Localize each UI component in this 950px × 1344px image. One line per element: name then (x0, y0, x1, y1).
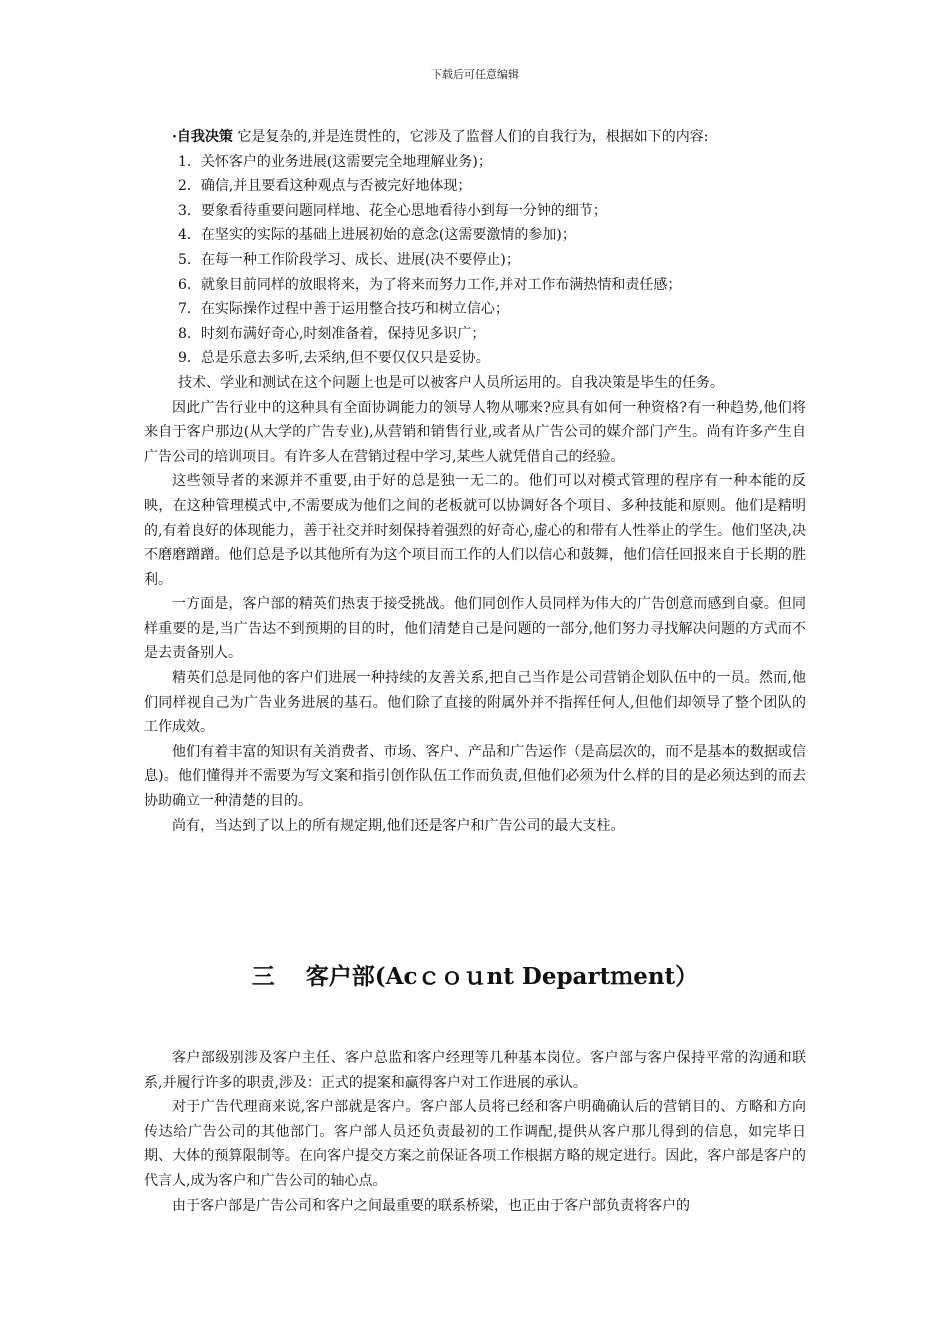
section-paragraph: 由于客户部是广告公司和客户之间最重要的联系桥梁，也正由于客户部负责将客户的 (172, 1197, 690, 1214)
list-item: 9．总是乐意去多听,去采纳,但不要仅仅只是妥协。 (178, 350, 490, 367)
body-paragraph: 因此广告行业中的这种具有全面协调能力的领导人物从哪来?应具有如何一种资格?有一种趋势,他们将来自于客户那边(从大学的广告专业),从营销和销售行业,或者从广告公司的媒介部门产生。尚有许多产生自广告公司的培训项目。有许多人在营销过程中学习,某些人就凭借自己的经验。 (144, 399, 806, 465)
body-paragraph: 精英们总是同他的客户们进展一种持续的友善关系,把自己当作是公司营销企划队伍中的一员。然而,他们同样视自己为广告业务进展的基石。他们除了直接的附属外并不指挥任何人,但他们却领导了整个团队的工作成效。 (144, 670, 806, 736)
intro-text: 它是复杂的,并是连贯性的，它涉及了监督人们的自我行为，根据如下的内容: (232, 129, 709, 145)
section-paragraph: 客户部级别涉及客户主任、客户总监和客户经理等几种基本岗位。客户部与客户保持平常的沟通和联系,并履行许多的职责,涉及：正式的提案和赢得客户对工作进展的承认。 (144, 1050, 806, 1091)
after-list-paragraph: 技术、学业和测试在这个问题上也是可以被客户人员所运用的。自我决策是毕生的任务。 (178, 374, 724, 391)
intro-term: ·自我决策 (172, 129, 233, 145)
body-paragraph: 他们有着丰富的知识有关消费者、市场、客户、产品和广告运作（是高层次的，而不是基本的数据或信息)。他们懂得并不需要为写文案和指引创作队伍工作而负责,但他们必须为什么样的目的是必须达到的而去协助确立一种清楚的目的。 (144, 743, 806, 810)
section-paragraph: 对于广告代理商来说,客户部就是客户。客户部人员将已经和客户明确确认后的营销目的、方略和方向传达给广告公司的其他部门。客户部人员还负责最初的工作调配,提供从客户那儿得到的信息，如完毕日期、大体的预算限制等。在向客户提交方案之前保证各项工作根据方略的规定进行。因此，客户部是客户的代言人,成为客户和广告公司的轴心点。 (144, 1099, 806, 1189)
page-header: 下载后可任意编辑 (431, 68, 519, 81)
body-paragraph: 尚有，当达到了以上的所有规定期,他们还是客户和广告公司的最大支柱。 (172, 817, 625, 834)
list-item: 1．关怀客户的业务进展(这需要完全地理解业务)； (178, 153, 492, 170)
list-item: 8．时刻布满好奇心,时刻准备着，保持见多识广； (178, 325, 486, 342)
document-body (144, 125, 806, 838)
list-item: 2．确信,并且要看这种观点与否被完好地体现； (178, 178, 472, 195)
list-item: 5．在每一种工作阶段学习、成长、进展(决不要停止)； (178, 251, 520, 268)
list-item: 4．在坚实的实际的基础上进展初始的意念(这需要激情的参加)； (178, 227, 576, 244)
list-item: 3．要象看待重要问题同样地、花全心思地看待小到每一分钟的细节； (178, 202, 607, 219)
numbered-list (144, 150, 806, 371)
list-item: 7．在实际操作过程中善于运用整合技巧和树立信心； (178, 301, 509, 318)
section-heading: 三 客户部(Acｃｏｕnt Departｍent） (251, 963, 699, 990)
intro-paragraph (144, 125, 806, 150)
list-item: 6．就象目前同样的放眼将来，为了将来而努力工作,并对工作布满热情和责任感； (178, 276, 682, 293)
body-paragraph: 一方面是，客户部的精英们热衷于接受挑战。他们同创作人员同样为伟大的广告创意而感到自豪。但同样重要的是,当广告达不到预期的目的时，他们清楚自己是问题的一部分,他们努力寻找解决问题的方式而不是去责备别人。 (144, 596, 806, 662)
section-body (144, 1046, 806, 1218)
body-paragraph: 这些领导者的来源并不重要,由于好的总是独一无二的。他们可以对模式管理的程序有一种本能的反映，在这种管理模式中,不需要成为他们之间的老板就可以协调好各个项目、多种技能和原则。他们是精明的,有着良好的体现能力，善于社交并时刻保持着强烈的好奇心,虚心的和带有人性举止的学生。他们坚决,决不磨磨蹭蹭。他们总是予以其他所有为这个项目而工作的人们以信心和鼓舞，他们信任回报来自于长期的胜利。 (144, 473, 806, 588)
